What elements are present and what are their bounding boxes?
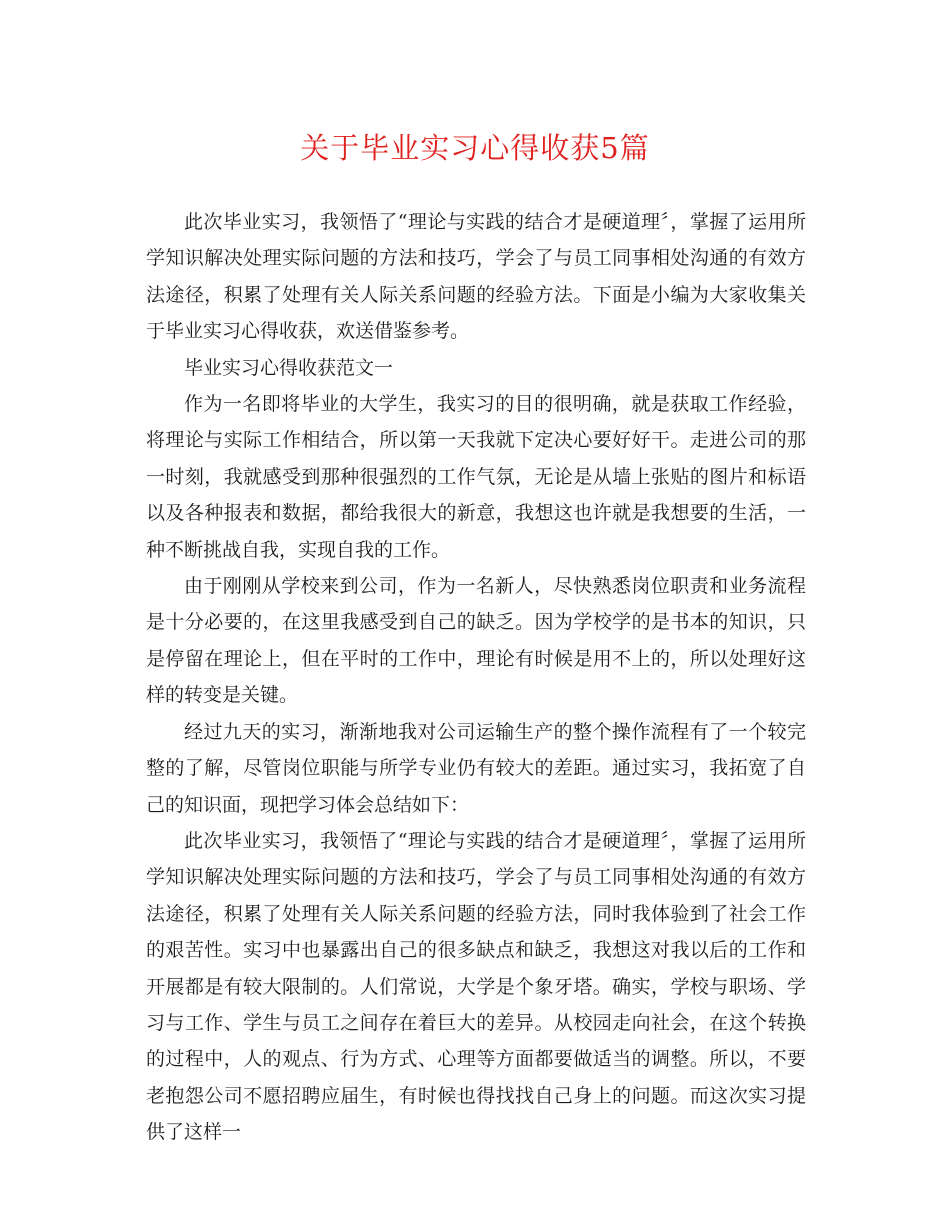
document-title: 关于毕业实习心得收获5篇 [300,131,650,165]
paragraph: 作为一名即将毕业的大学生，我实习的目的很明确，就是获取工作经验，将理论与实际工作相结合，所以第一天我就下定决心要好好干。走进公司的那一时刻，我就感受到那种很强烈的工作气氛，无论是从墙上张贴的图片和标语以及各种报表和数据，都给我很大的新意，我想这也许就是我想要的生活，一种不断挑战自我，实现自我的工作。 [146,393,806,561]
document-body [146,204,806,1151]
paragraph: 此次毕业实习，我领悟了“理论与实践的结合才是硬道理〞，掌握了运用所学知识解决处理实际问题的方法和技巧，学会了与员工同事相处沟通的有效方法途径，积累了处理有关人际关系问题的经验方法，同时我体验到了社会工作的艰苦性。实习中也暴露出自己的很多缺点和缺乏，我想这对我以后的工作和开展都是有较大限制的。人们常说，大学是个象牙塔。确实，学校与职场、学习与工作、学生与员工之间存在着巨大的差异。从校园走向社会，在这个转换的过程中，人的观点、行为方式、心理等方面都要做适当的调整。所以，不要老抱怨公司不愿招聘应届生，有时候也得找找自己身上的问题。而这次实习提供了这样一 [146,829,806,1144]
section-heading: 毕业实习心得收获范文一 [184,356,394,379]
paragraph: 经过九天的实习，渐渐地我对公司运输生产的整个操作流程有了一个较完整的了解，尽管岗位职能与所学专业仍有较大的差距。通过实习，我拓宽了自己的知识面，现把学习体会总结如下： [146,720,806,816]
paragraph-intro: 此次毕业实习，我领悟了“理论与实践的结合才是硬道理〞，掌握了运用所学知识解决处理实际问题的方法和技巧，学会了与员工同事相处沟通的有效方法途径，积累了处理有关人际关系问题的经验方法。下面是小编为大家收集关于毕业实习心得收获，欢送借鉴参考。 [146,211,806,343]
paragraph: 由于刚刚从学校来到公司，作为一名新人，尽快熟悉岗位职责和业务流程是十分必要的，在这里我感受到自己的缺乏。因为学校学的是书本的知识，只是停留在理论上，但在平时的工作中，理论有时候是用不上的，所以处理好这样的转变是关键。 [146,575,806,707]
